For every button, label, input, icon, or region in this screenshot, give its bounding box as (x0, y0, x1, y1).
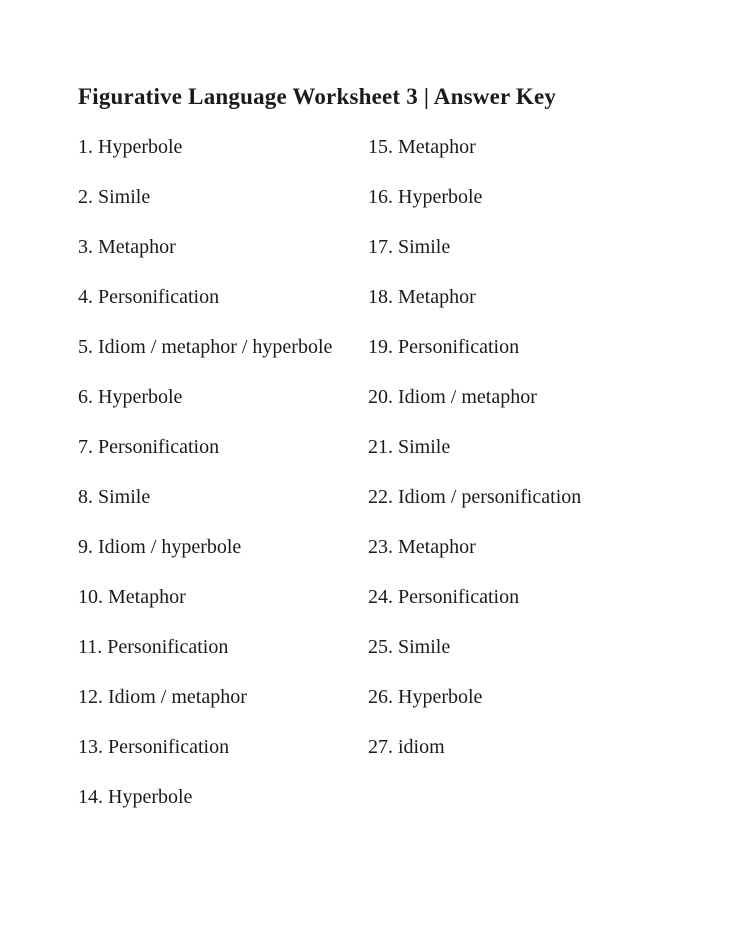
answer-text: Simile (98, 486, 151, 508)
answer-text: Hyperbole (98, 386, 183, 408)
answer-item-14 (78, 785, 332, 809)
answer-text: Hyperbole (398, 186, 483, 208)
answer-item-20 (368, 385, 581, 409)
answer-number: 27. (368, 736, 393, 758)
answer-item-19 (368, 335, 581, 359)
answer-item-16 (368, 185, 581, 209)
answer-item-10 (78, 585, 332, 609)
answer-number: 8. (78, 486, 93, 508)
answer-number: 21. (368, 436, 393, 458)
answer-item-25 (368, 635, 581, 659)
answer-number: 18. (368, 286, 393, 308)
answer-text: idiom (398, 736, 445, 758)
answers-column-right (368, 135, 581, 759)
answer-text: Personification (98, 436, 220, 458)
answer-number: 4. (78, 286, 93, 308)
answer-text: Idiom / metaphor (108, 686, 247, 708)
answers-column-left (78, 135, 332, 809)
answer-text: Hyperbole (108, 786, 193, 808)
answer-number: 19. (368, 336, 393, 358)
answer-number: 9. (78, 536, 93, 558)
answer-text: Metaphor (98, 236, 176, 258)
answer-number: 14. (78, 786, 103, 808)
answer-text: Personification (107, 636, 229, 658)
answer-number: 15. (368, 136, 393, 158)
answer-text: Idiom / personification (398, 486, 582, 508)
answer-item-23 (368, 535, 581, 559)
answer-item-8 (78, 485, 332, 509)
answer-item-22 (368, 485, 581, 509)
answer-text: Idiom / metaphor / hyperbole (98, 336, 333, 358)
answer-item-24 (368, 585, 581, 609)
answer-item-3 (78, 235, 332, 259)
answer-item-13 (78, 735, 332, 759)
answer-text: Idiom / hyperbole (98, 536, 242, 558)
answer-number: 25. (368, 636, 393, 658)
answer-number: 13. (78, 736, 103, 758)
answer-number: 24. (368, 586, 393, 608)
answer-text: Idiom / metaphor (398, 386, 537, 408)
answer-number: 5. (78, 336, 93, 358)
answer-number: 2. (78, 186, 93, 208)
answer-text: Hyperbole (98, 136, 183, 158)
answer-item-9 (78, 535, 332, 559)
answer-item-27 (368, 735, 581, 759)
answer-number: 7. (78, 436, 93, 458)
answer-text: Simile (398, 236, 451, 258)
answer-item-2 (78, 185, 332, 209)
answer-number: 22. (368, 486, 393, 508)
answer-text: Metaphor (398, 136, 476, 158)
answer-number: 26. (368, 686, 393, 708)
answer-text: Simile (98, 186, 151, 208)
answer-number: 6. (78, 386, 93, 408)
answer-item-5 (78, 335, 332, 359)
answer-item-15 (368, 135, 581, 159)
answer-text: Metaphor (398, 286, 476, 308)
answer-item-4 (78, 285, 332, 309)
answer-item-6 (78, 385, 332, 409)
answer-text: Personification (398, 336, 520, 358)
answer-text: Personification (98, 286, 220, 308)
answer-item-17 (368, 235, 581, 259)
answer-text: Metaphor (398, 536, 476, 558)
answer-item-7 (78, 435, 332, 459)
answer-text: Personification (108, 736, 230, 758)
answer-text: Personification (398, 586, 520, 608)
answer-number: 23. (368, 536, 393, 558)
answer-item-12 (78, 685, 332, 709)
answer-item-11 (78, 635, 332, 659)
answer-item-1 (78, 135, 332, 159)
answer-number: 11. (78, 636, 103, 658)
answer-number: 16. (368, 186, 393, 208)
answer-text: Hyperbole (398, 686, 483, 708)
answer-item-26 (368, 685, 581, 709)
answer-number: 1. (78, 136, 93, 158)
answer-number: 3. (78, 236, 93, 258)
answer-text: Simile (398, 436, 451, 458)
answer-number: 10. (78, 586, 103, 608)
answer-number: 17. (368, 236, 393, 258)
answer-item-21 (368, 435, 581, 459)
answer-number: 20. (368, 386, 393, 408)
answer-number: 12. (78, 686, 103, 708)
answer-item-18 (368, 285, 581, 309)
answer-text: Metaphor (108, 586, 186, 608)
answer-text: Simile (398, 636, 451, 658)
worksheet-title: Figurative Language Worksheet 3 | Answer Key (78, 84, 557, 110)
